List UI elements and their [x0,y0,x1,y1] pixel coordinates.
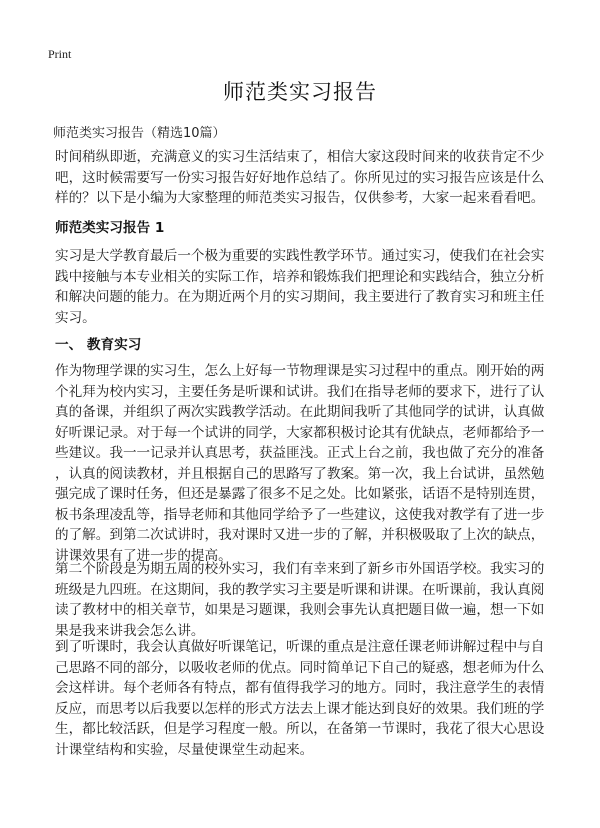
section-1-paragraph-1 [55,361,547,566]
text-line: 生，都比较活跃，但是学习程度一般。所以，在备第一节课时，我花了很大心思设 [55,721,545,737]
text-line: 板书条理凌乱等，指导老师和其他同学给予了一些建议，这使我对教学有了进一步 [55,506,545,523]
print-label: Print [48,47,72,61]
text-line: 实习是大学教育最后一个极为重要的实践性教学环节。通过实习，使我们在社会实 [55,248,545,264]
text-line: 个礼拜为校内实习，主要任务是听课和试讲。我们在指导老师的要求下，进行了认 [55,383,545,400]
text-line: 到了听课时，我会认真做好听课笔记，听课的重点是注意任课老师讲解过程中与自 [55,639,545,655]
section-1-paragraph-3 [55,637,547,760]
report-1-heading: 师范类实习报告 1 [55,220,165,236]
text-line: 的了解。到第二次试讲时，我对课时又进一步的了解，并积极吸取了上次的缺点， [55,527,545,543]
text-line: 样的？以下是小编为大家整理的师范类实习报告，仅供参考，大家一起来看看吧。 [55,190,545,206]
text-line: 会这样讲。每个老师各有特点，都有值得我学习的地方。同时，我注意学生的表情 [55,680,545,696]
text-line: 班级是九四班。在这期间，我的教学实习主要是听课和讲课。在听课前，我认真阅 [55,581,545,598]
text-line: 讲课效果有了进一步的提高。 [55,547,232,564]
text-line: 时间稍纵即逝，充满意义的实习生活结束了，相信大家这段时间来的收获肯定不少 [55,149,545,165]
text-line: 践中接触与本专业相关的实际工作，培养和锻炼我们把理论和实践结合，独立分析 [55,268,545,285]
intro-paragraph [55,147,547,209]
document-subtitle: 师范类实习报告（精选10篇） [53,126,226,141]
text-line: 作为物理学课的实习生，怎么上好每一节物理课是实习过程中的重点。刚开始的两 [55,363,545,379]
section-heading-teaching-practice: 一、 教育实习 [55,337,142,353]
page-title: 师范类实习报告 [223,80,377,104]
text-line: 真的备课，并组织了两次实践教学活动。在此期间我听了其他同学的试讲，认真做 [55,404,545,420]
text-line: 好听课记录。对于每一个试讲的同学，大家都积极讨论其有优缺点，老师都给予一 [55,424,545,441]
text-line: 己思路不同的部分，以吸收老师的优点。同时简单记下自己的疑惑，想老师为什么 [55,659,545,676]
text-line: 第二个阶段是为期五周的校外实习，我们有幸来到了新乡市外国语学校。我实习的 [55,561,545,577]
text-line: 反应，而思考以后我要以怎样的形式方法去上课才能达到良好的效果。我们班的学 [55,700,545,717]
text-line: ，认真的阅读教材，并且根据自己的思路写了教案。第一次，我上台试讲，虽然勉 [55,465,545,482]
text-line: 实习。 [55,309,96,326]
section-1-paragraph-2 [55,559,547,641]
text-line: 读了教材中的相关章节，如果是习题课，我则会事先认真把题目做一遍，想一下如 [55,602,545,618]
text-line: 果是我来讲我会怎么讲。 [55,622,205,639]
text-line: 和解决问题的能力。在为期近两个月的实习期间，我主要进行了教育实习和班主任 [55,289,545,305]
text-line: 吧，这时候需要写一份实习报告好好地作总结了。你所见过的实习报告应该是什么 [55,169,545,186]
text-line: 计课堂结构和实验，尽量使课堂生动起来。 [55,741,314,758]
report-1-paragraph-1 [55,246,547,328]
text-line: 强完成了课时任务，但还是暴露了很多不足之处。比如紧张，话语不是特别连贯， [55,486,545,502]
text-line: 些建议。我一一记录并认真思考，获益匪浅。正式上台之前，我也做了充分的准备 [55,445,545,461]
